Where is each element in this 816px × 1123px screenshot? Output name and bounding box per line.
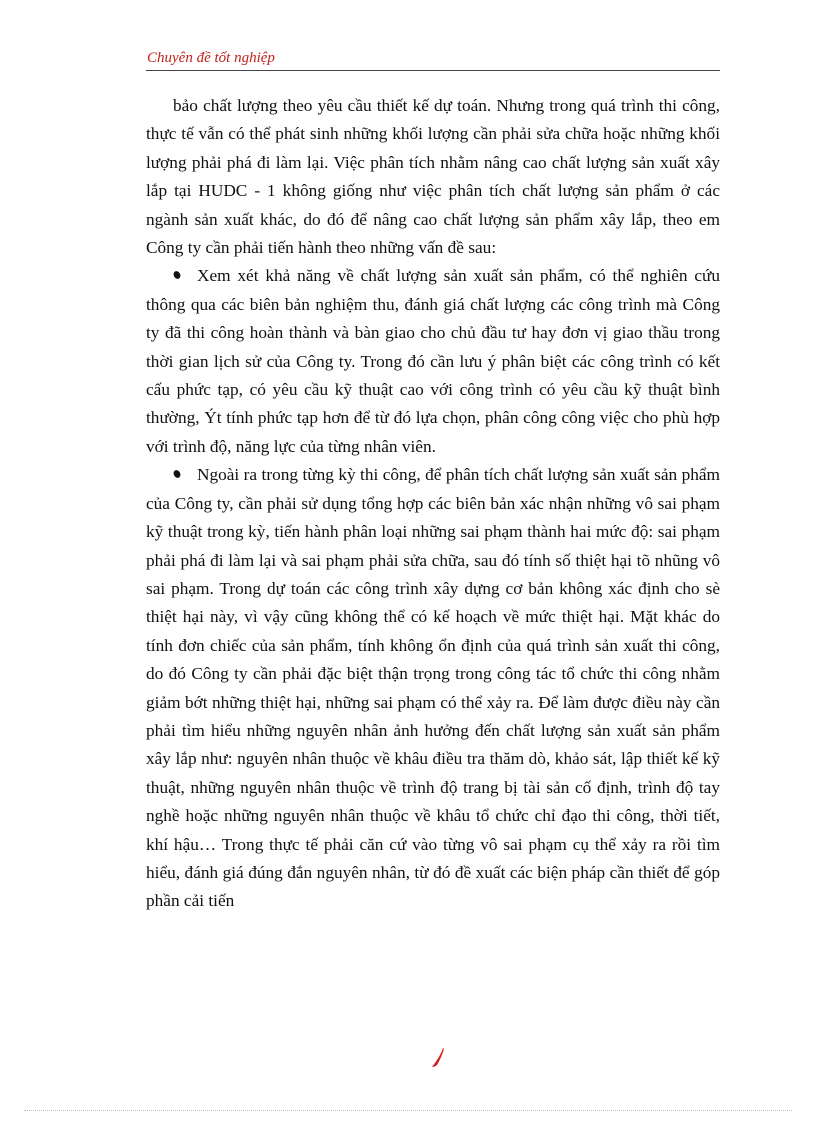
header-title: Chuyên đề tốt nghiệp [147,50,275,66]
bullet-text: Xem xét khả năng về chất lượng sản xuất sản phẩm, có thể nghiên cứu thông qua các biên bản nghiệm thu, đánh giá chất lượng các công trình mà Công ty đã thi công hoàn thành và bàn giao cho chủ đầu tư hay đơn vị giao thầu trong thời gian lịch sử của Công ty. Trong đó cần lưu ý phân biệt các công trình có kết cấu phức tạp, có yêu cầu kỹ thuật cao với công trình có yêu cầu kỹ thuật bình thường, Ýt tính phức tạp hơn để từ đó lựa chọn, phân công công việc cho phù hợp với trình độ, năng lực của từng nhân viên. [146,266,720,456]
bottom-rule [24,1110,792,1111]
page-header [146,48,720,71]
bullet-item [146,262,720,461]
body-paragraph: bảo chất lượng theo yêu cầu thiết kế dự toán. Nhưng trong quá trình thi công, thực tế vẫn có thể phát sinh những khối lượng cần phải sửa chữa hoặc những khối lượng phải phá đi làm lại. Việc phân tích nhằm nâng cao chất lượng sản xuất xây lắp tại HUDC - 1 không giống như việc phân tích chất lượng sản phẩm ở các ngành sản xuất khác, do đó để nâng cao chất lượng sản phẩm xây lắp, theo em Công ty cần phải tiến hành theo những vấn đề sau: [146,96,720,258]
page-mark-icon [428,1046,448,1070]
bullet-icon [172,270,182,280]
bullet-item [146,461,720,916]
page-number-mark [428,1046,448,1070]
document-body [146,92,720,916]
bullet-icon [172,469,182,479]
bullet-text: Ngoài ra trong từng kỳ thi công, để phân tích chất lượng sản xuất sản phẩm của Công ty, cần phải sử dụng tổng hợp các biên bản xác nhận những vô sai phạm kỹ thuật trong kỳ, tiến hành phân loại những sai phạm thành hai mức độ: sai phạm phải phá đi làm lại và sai phạm phải sửa chữa, sau đó tính số thiệt hại tõ nhũng vô sai phạm. Trong dự toán các công trình xây dựng cơ bản không xác định cho sè thiệt hại này, vì vậy cũng không thể có kế hoạch về mức thiệt hại. Mặt khác do tính đơn chiếc của sản phẩm, tính không ổn định của quá trình sản xuất thi công, do đó Công ty cần phải đặc biệt thận trọng trong công tác tổ chức thi công nhằm giảm bớt những thiệt hại, những sai phạm có thể xảy ra. Để làm được điều này cần phải tìm hiểu những nguyên nhân ảnh hưởng đến chất lượng sản xuất sản phẩm xây lắp như: nguyên nhân thuộc về khâu điều tra thăm dò, khảo sát, lập thiết kế kỹ thuật, những nguyên nhân thuộc về trình độ trang bị tài sản cố định, trình độ tay nghề hoặc những nguyên nhân thuộc về khâu tổ chức chỉ đạo thi công, thời tiết, khí hậu… Trong thực tế phải căn cứ vào từng vô sai phạm cụ thể xảy ra rồi tìm hiểu, đánh giá đúng đắn nguyên nhân, từ đó đề xuất các biện pháp cần thiết để góp phần cải tiến [146,465,720,911]
